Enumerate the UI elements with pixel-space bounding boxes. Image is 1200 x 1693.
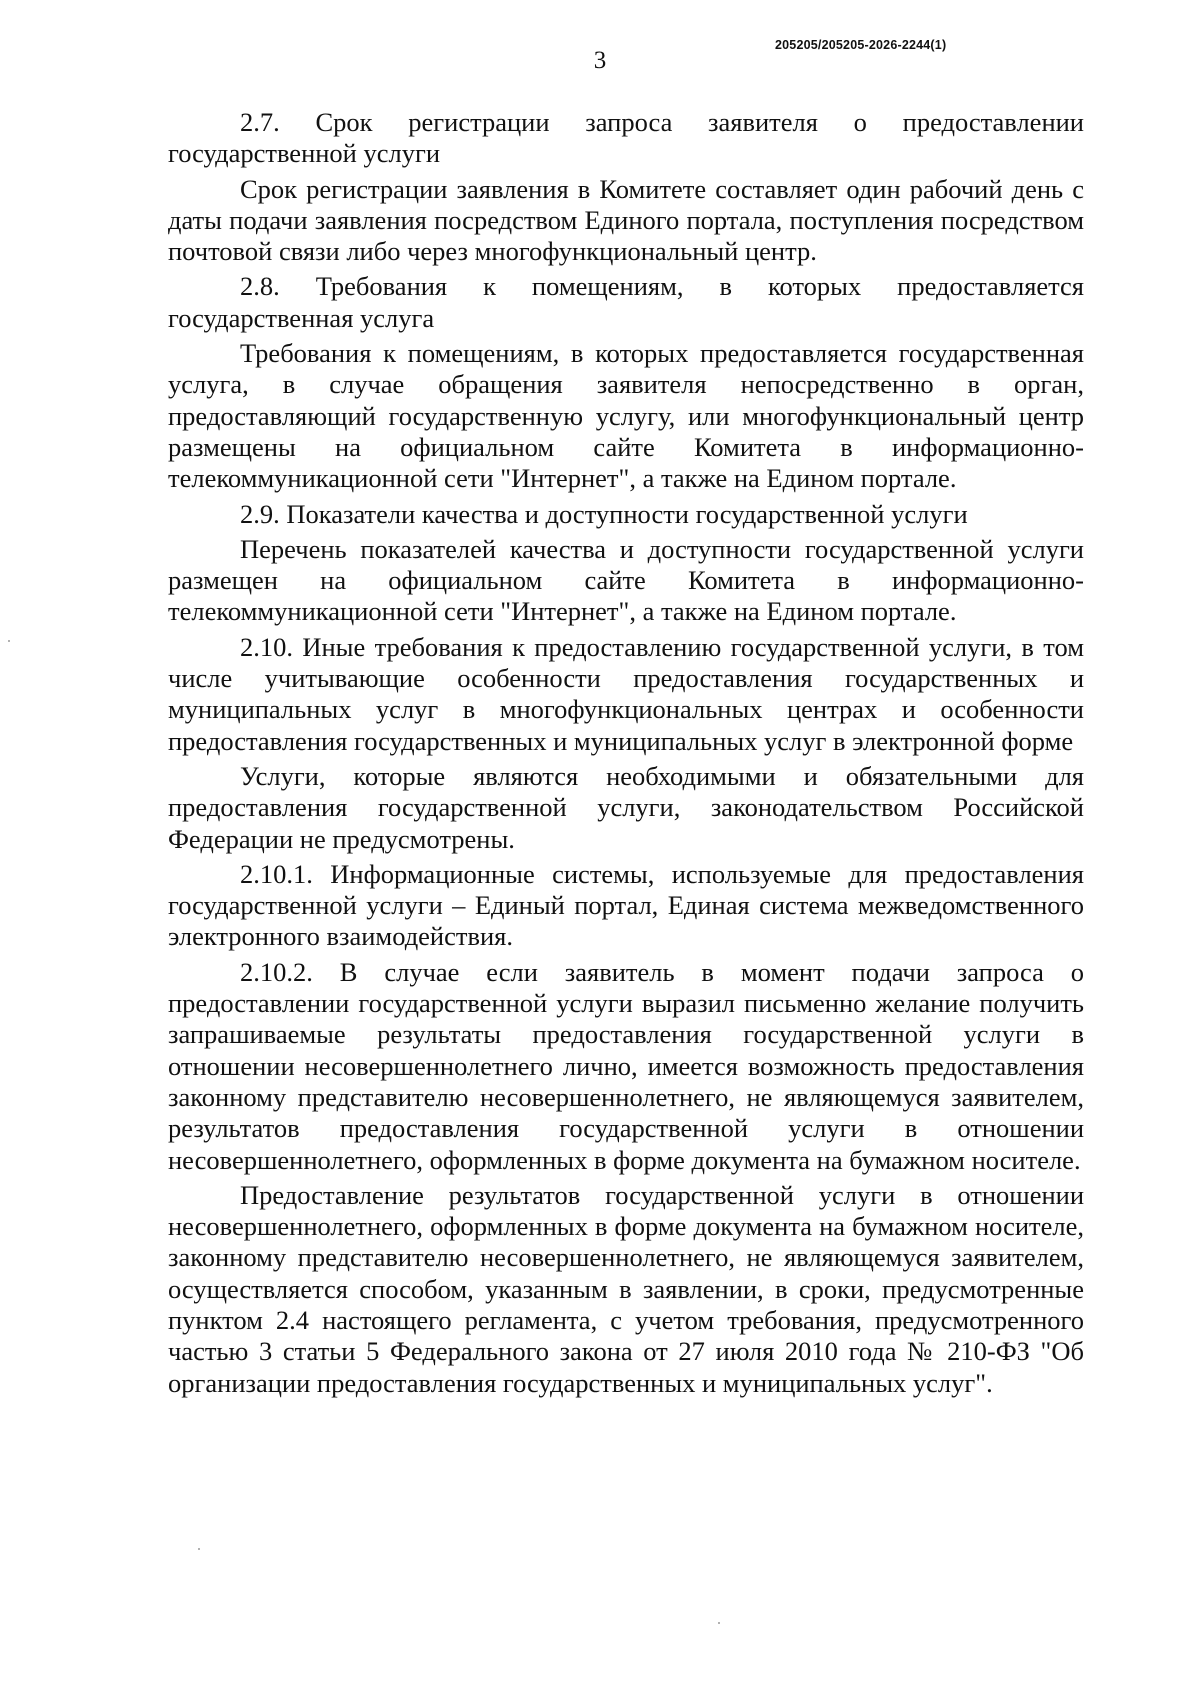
section-2-7-heading: 2.7. Срок регистрации запроса заявителя о предоставлении государственной услуги [168, 107, 1084, 169]
section-2-10-heading: 2.10. Иные требования к предоставлению государственной услуги, в том числе учитывающие особенности предоставления государственных и муниципальных услуг в многофункциональных центрах и особенности предоставления государственных и муниципальных услуг в электронной форме [168, 631, 1084, 756]
section-2-10-2-continuation: Предоставление результатов государственной услуги в отношении несовершеннолетнего, оформленных в форме документа на бумажном носителе, законному представителю несовершеннолетнего, не являющемуся заявителем, осуществляется способом, указанным в заявлении, в сроки, предусмотренные пунктом 2.4 настоящего регламента, с учетом требования, предусмотренного частью 3 статьи 5 Федерального закона от 27 июля 2010 года № 210-ФЗ "Об организации предоставления государственных и муниципальных услуг". [168, 1179, 1084, 1398]
section-2-8-text: Требования к помещениям, в которых предоставляется государственная услуга, в случае обращения заявителя непосредственно в орган, предоставляющий государственную услугу, или многофункциональный центр размещены на официальном сайте Комитета в информационно-телекоммуникационной сети "Интернет", а также на Едином портале. [168, 338, 1084, 494]
scan-speck [198, 1548, 200, 1550]
section-2-7-text: Срок регистрации заявления в Комитете составляет один рабочий день с даты подачи заявления посредством Единого портала, поступления посредством почтовой связи либо через многофункциональный центр. [168, 173, 1084, 267]
section-2-10-1-text: 2.10.1. Информационные системы, используемые для предоставления государственной услуги – Единый портал, Единая система межведомственного электронного взаимодействия. [168, 858, 1084, 952]
scan-speck [718, 1622, 720, 1624]
document-body [168, 107, 1084, 1403]
section-2-10-text: Услуги, которые являются необходимыми и обязательными для предоставления государственной услуги, законодательством Российской Федерации не предусмотрены. [168, 760, 1084, 854]
section-2-9-heading: 2.9. Показатели качества и доступности государственной услуги [240, 498, 968, 529]
section-2-8-heading: 2.8. Требования к помещениям, в которых предоставляется государственная услуга [168, 271, 1084, 333]
scan-speck [8, 640, 10, 642]
document-code: 205205/205205-2026-2244(1) [775, 38, 947, 52]
section-2-9-text: Перечень показателей качества и доступности государственной услуги размещен на официальном сайте Комитета в информационно-телекоммуникационной сети "Интернет", а также на Едином портале. [168, 533, 1084, 627]
section-2-10-2-text: 2.10.2. В случае если заявитель в момент подачи запроса о предоставлении государственной услуги выразил письменно желание получить запрашиваемые результаты предоставления государственной услуги в отношении несовершеннолетнего лично, имеется возможность предоставления законному представителю несовершеннолетнего, не являющемуся заявителем, результатов предоставления государственной услуги в отношении несовершеннолетнего, оформленных в форме документа на бумажном носителе. [168, 956, 1084, 1175]
page-number: 3 [593, 47, 607, 74]
